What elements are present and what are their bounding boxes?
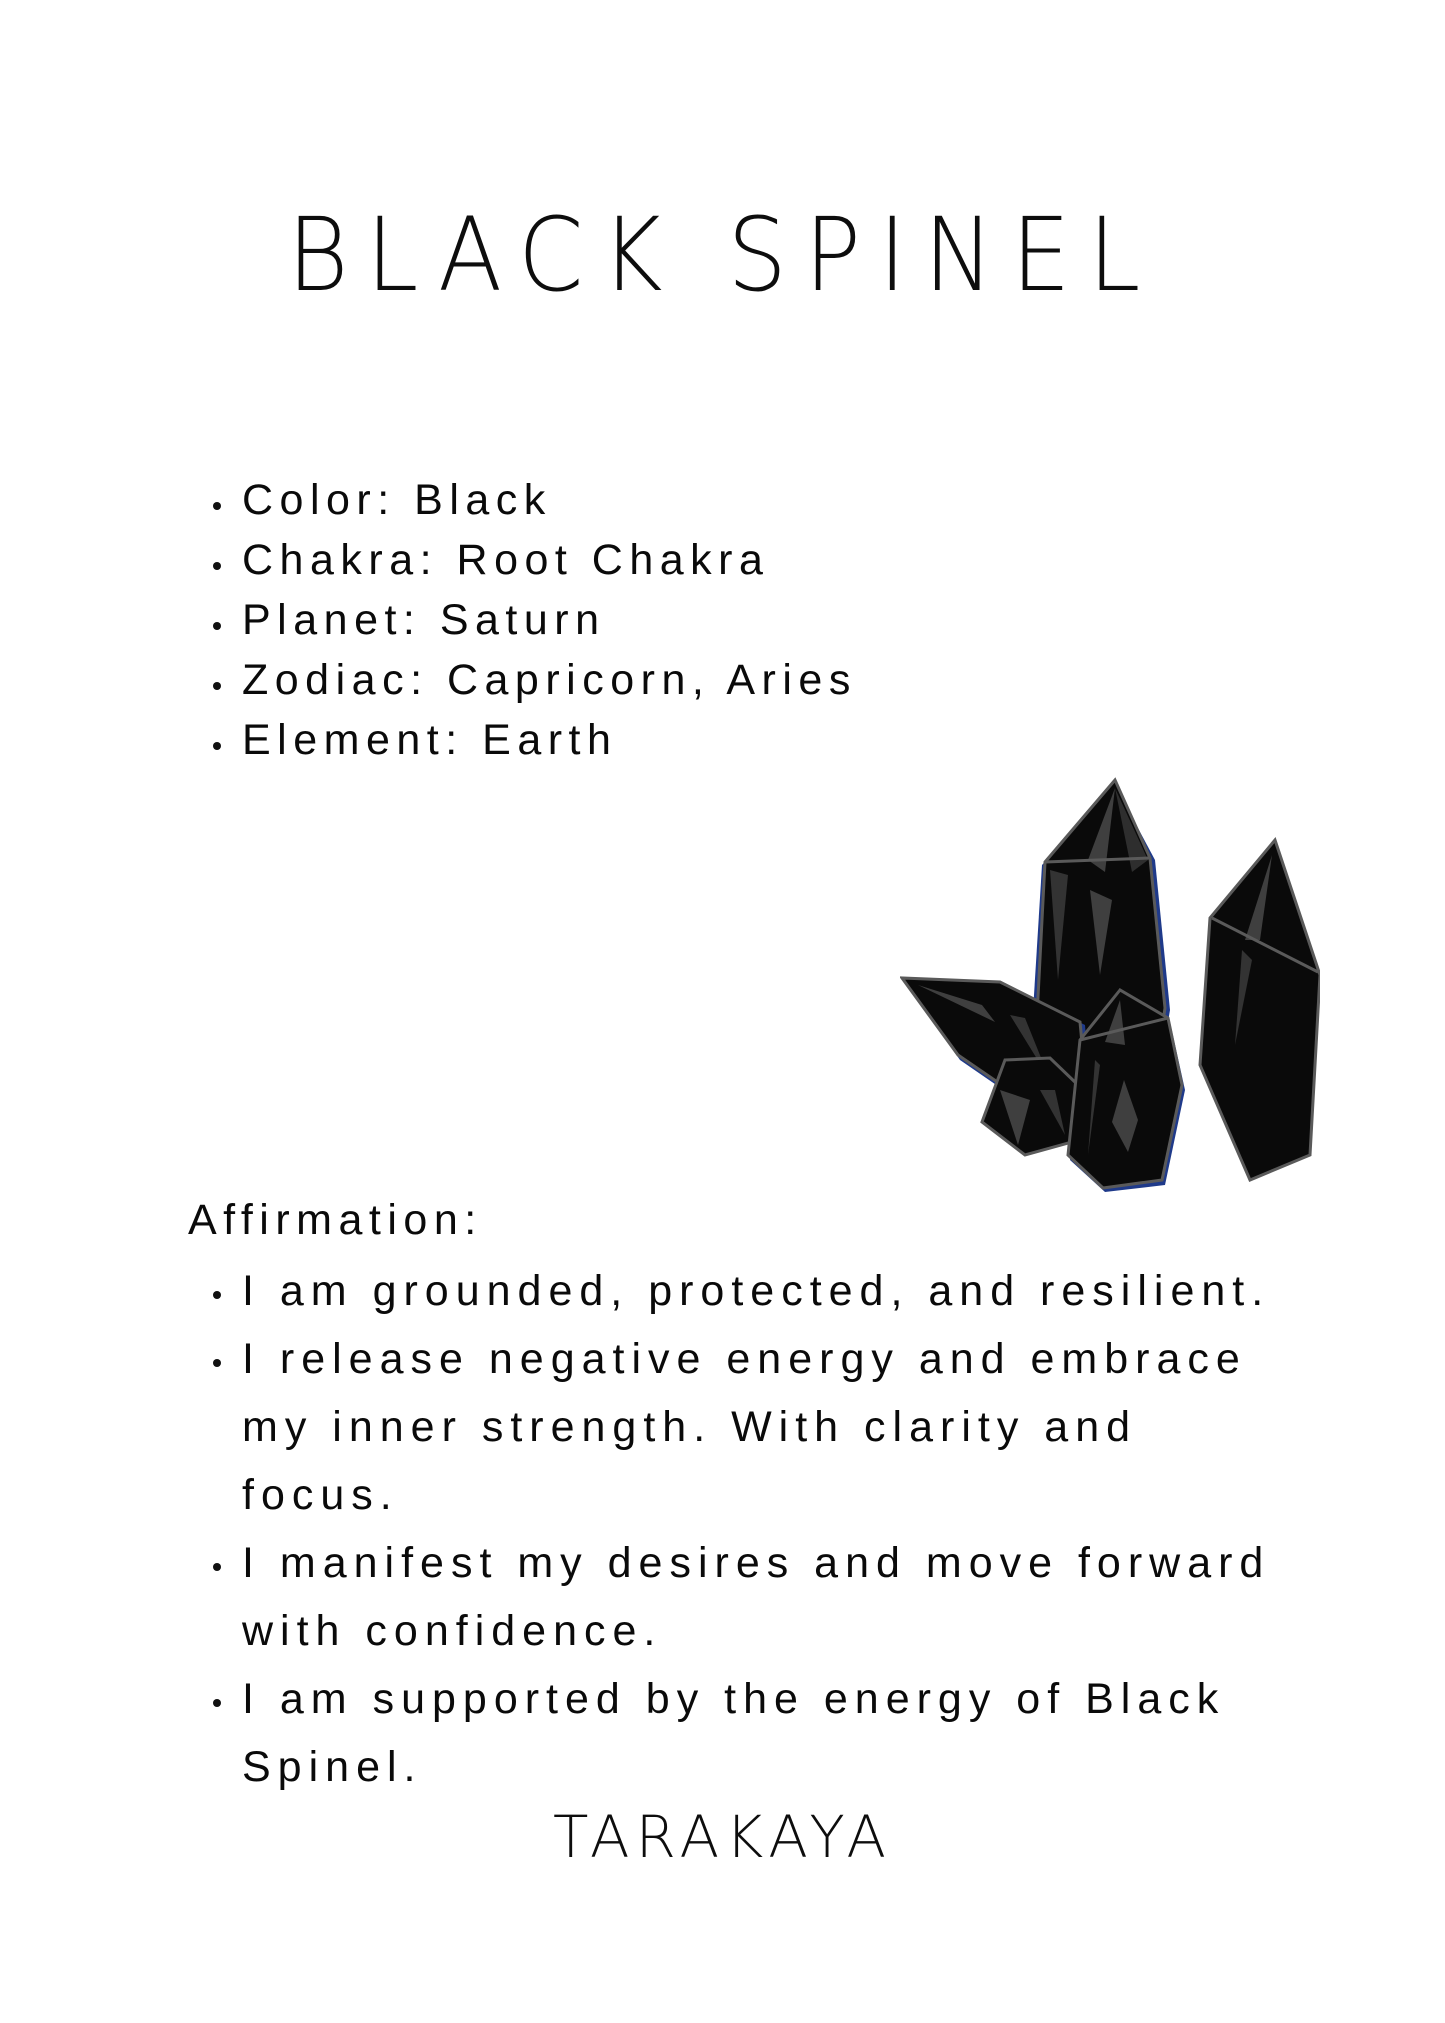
affirmation-line: I am grounded, protected, and resilient.	[242, 1267, 1271, 1315]
affirmation-item	[205, 1325, 1355, 1529]
property-text: Planet: Saturn	[242, 596, 606, 644]
affirmation-line: Spinel.	[242, 1743, 423, 1791]
affirmation-item	[205, 1665, 1355, 1801]
property-item-planet	[205, 590, 857, 650]
property-item-color	[205, 470, 857, 530]
affirmation-line: I release negative energy and embrace	[242, 1335, 1247, 1383]
affirmation-line: with confidence.	[242, 1607, 663, 1655]
property-item-chakra	[205, 530, 857, 590]
affirmation-line: I am supported by the energy of Black	[242, 1675, 1226, 1723]
property-text: Chakra: Root Chakra	[242, 536, 770, 584]
affirmation-item	[205, 1529, 1355, 1665]
page-title: BLACK SPINEL	[287, 196, 1158, 315]
affirmation-line: I manifest my desires and move forward	[242, 1539, 1271, 1587]
crystal-right-icon	[1200, 840, 1320, 1180]
affirmation-line: my inner strength. With clarity and	[242, 1403, 1138, 1451]
affirmation-item	[205, 1257, 1355, 1325]
properties-list	[205, 470, 857, 770]
property-item-element	[205, 710, 857, 770]
affirmation-heading: Affirmation:	[188, 1196, 483, 1244]
affirmation-line: focus.	[242, 1471, 399, 1519]
affirmation-list	[205, 1257, 1355, 1801]
brand-name: TARAKAYA	[552, 1803, 893, 1871]
property-item-zodiac	[205, 650, 857, 710]
property-text: Color: Black	[242, 476, 552, 524]
property-text: Element: Earth	[242, 716, 618, 764]
black-crystal-cluster-icon	[900, 760, 1320, 1200]
property-text: Zodiac: Capricorn, Aries	[242, 656, 857, 704]
